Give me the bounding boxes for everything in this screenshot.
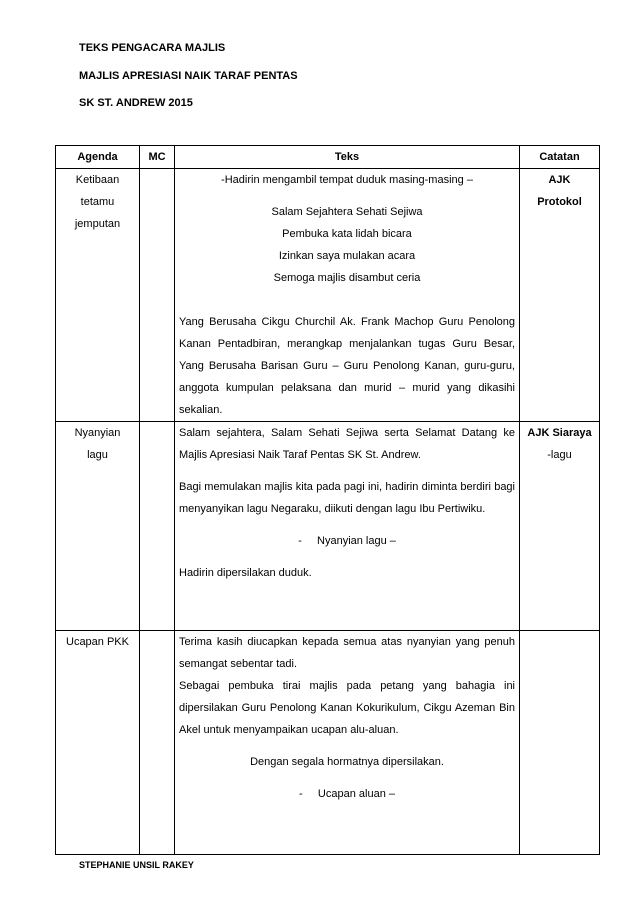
table-row xyxy=(56,169,600,422)
agenda-text: Ucapan PKK xyxy=(66,636,129,648)
column-header-teks: Teks xyxy=(175,146,520,169)
pantun-line: Salam Sejahtera Sehati Sejiwa xyxy=(271,206,423,218)
agenda-text: lagu xyxy=(87,449,108,461)
agenda-text: tetamu xyxy=(80,196,115,208)
table-row xyxy=(56,631,600,855)
catatan-cell xyxy=(520,422,600,631)
teks-cue: - Nyanyian lagu – xyxy=(298,535,396,547)
column-header-mc: MC xyxy=(140,146,175,169)
mc-cell xyxy=(140,422,175,631)
mc-cell xyxy=(140,169,175,422)
event-title: MAJLIS APRESIASI NAIK TARAF PENTAS xyxy=(79,70,298,82)
pantun-line: Semoga majlis disambut ceria xyxy=(273,272,421,284)
catatan-text: AJK Siaraya xyxy=(527,427,592,439)
agenda-cell xyxy=(56,169,140,422)
catatan-cell xyxy=(520,631,600,855)
agenda-text: Ketibaan xyxy=(75,174,120,186)
teks-paragraph: Salam sejahtera, Salam Sehati Sejiwa serta Selamat Datang ke Majlis Apresiasi Naik Taraf Pentas SK St. Andrew. xyxy=(179,427,515,461)
document-title: TEKS PENGACARA MAJLIS xyxy=(79,42,226,54)
teks-cell xyxy=(175,169,520,422)
catatan-cell xyxy=(520,169,600,422)
teks-paragraph: Hadirin dipersilakan duduk. xyxy=(179,567,312,579)
catatan-text: Protokol xyxy=(537,196,582,208)
teks-cell xyxy=(175,422,520,631)
pantun-line: Pembuka kata lidah bicara xyxy=(282,228,412,240)
teks-cue: - Ucapan aluan – xyxy=(298,788,395,800)
mc-cell xyxy=(140,631,175,855)
catatan-text: AJK xyxy=(548,174,571,186)
teks-paragraph: Bagi memulakan majlis kita pada pagi ini, hadirin diminta berdiri bagi menyanyikan lagu Negaraku, diikuti dengan lagu Ibu Pertiwiku. xyxy=(179,481,515,515)
agenda-table xyxy=(55,145,600,855)
column-header-catatan: Catatan xyxy=(520,146,600,169)
teks-paragraph: Terima kasih diucapkan kepada semua atas nyanyian yang penuh semangat sebentar tadi. xyxy=(179,636,515,670)
agenda-text: jemputan xyxy=(74,218,121,230)
teks-paragraph: Sebagai pembuka tirai majlis pada petang yang bahagia ini dipersilakan Guru Penolong Kanan Kokurikulum, Cikgu Azeman Bin Akel untuk menyampaikan ucapan alu-aluan. xyxy=(179,680,515,736)
table-row xyxy=(56,422,600,631)
pantun-line: Izinkan saya mulakan acara xyxy=(278,250,416,262)
teks-line: -Hadirin mengambil tempat duduk masing-masing – xyxy=(221,174,473,186)
teks-paragraph: Yang Berusaha Cikgu Churchil Ak. Frank Machop Guru Penolong Kanan Pentadbiran, merangkap menjalankan tugas Guru Besar, Yang Berusaha Barisan Guru – Guru Penolong Kanan, guru-guru, anggota kumpulan pelaksana dan murid – murid yang dikasihi sekalian. xyxy=(179,316,515,416)
table-header-row xyxy=(56,146,600,169)
column-header-agenda: Agenda xyxy=(56,146,140,169)
agenda-text: Nyanyian xyxy=(74,427,121,439)
teks-line: Dengan segala hormatnya dipersilakan. xyxy=(250,756,444,768)
teks-cell xyxy=(175,631,520,855)
author-footer: STEPHANIE UNSIL RAKEY xyxy=(79,860,194,870)
school-year: SK ST. ANDREW 2015 xyxy=(79,97,193,109)
agenda-cell xyxy=(56,631,140,855)
agenda-cell xyxy=(56,422,140,631)
catatan-text: -lagu xyxy=(547,449,572,461)
